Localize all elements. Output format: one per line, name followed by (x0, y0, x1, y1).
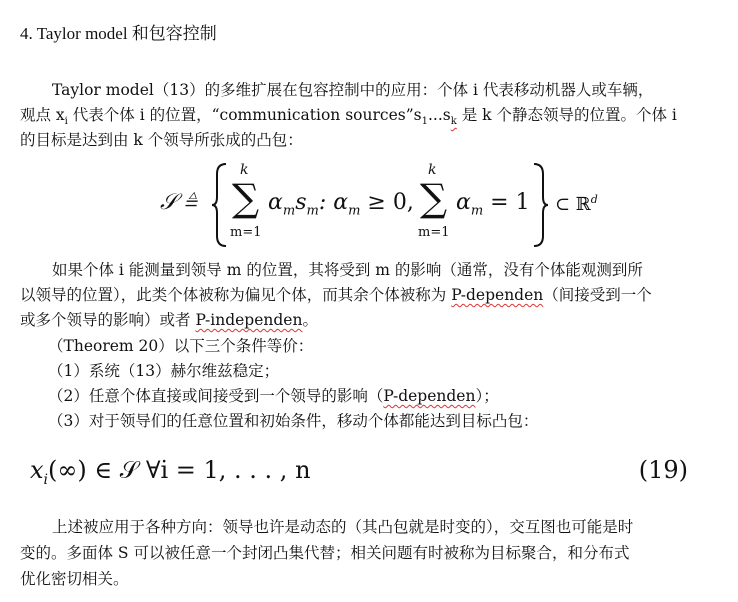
right-brace (530, 162, 550, 248)
theorem-statement: （Theorem 20）以下三个条件等价： (48, 337, 314, 355)
para2-line3: 或多个领导的影响）或者 P-independen。 (20, 311, 318, 329)
para3-line2: 变的。多面体 S 可以被任意一个封闭凸集代替；相关问题有时被称为目标聚合，和分布式 (20, 544, 630, 562)
para1-line3: 的目标是达到由 k 个领导所张成的凸包： (20, 131, 303, 149)
section-title: 4. Taylor model 和包容控制 (20, 24, 217, 43)
equation-number: (19) (638, 456, 688, 484)
para2-line1: 如果个体 i 能测量到领导 m 的位置，其将受到 m 的影响（通常，没有个体能观测到所 (52, 261, 643, 279)
condition-2: （2）任意个体直接或间接受到一个领导的影响（P-dependen）； (48, 387, 499, 405)
para1-line2: 观点 $x_i$ 代表个体 i 的位置，“communication $sources”s_1...s_k$ 是 k 个静态领导的位置。个体 i (20, 106, 677, 128)
convex-hull-formula: 𝒮 ≜ k ∑ m=1 $\alpha_ms_m$: $\alpha_m \ge 0$, k ∑ m=1 $\alpha_m = 1$ ⊂ ℝ$^d$ (160, 160, 610, 250)
equation-19: $x_i(\infty)$ ∈ 𝒮 ∀i = 1, . . . , n (19) (30, 456, 688, 488)
para2-line2: 以领导的位置），此类个体被称为偏见个体，而其余个体被称为 P-dependen（间接受到一个 (20, 286, 652, 304)
para3-line3: 优化密切相关。 (20, 570, 129, 588)
condition-1: （1）系统（13）赫尔维兹稳定； (48, 362, 280, 380)
para3-line1: 上述被应用于各种方向：领导也许是动态的（其凸包就是时变的），交互图也可能是时 (52, 518, 634, 536)
condition-3: （3）对于领导们的任意位置和初始条件，移动个体都能达到目标凸包： (48, 412, 539, 430)
left-brace (210, 162, 230, 248)
para1-line1: Taylor model（13）的多维扩展在包容控制中的应用：个体 i 代表移动机器人或车辆， (52, 81, 654, 99)
